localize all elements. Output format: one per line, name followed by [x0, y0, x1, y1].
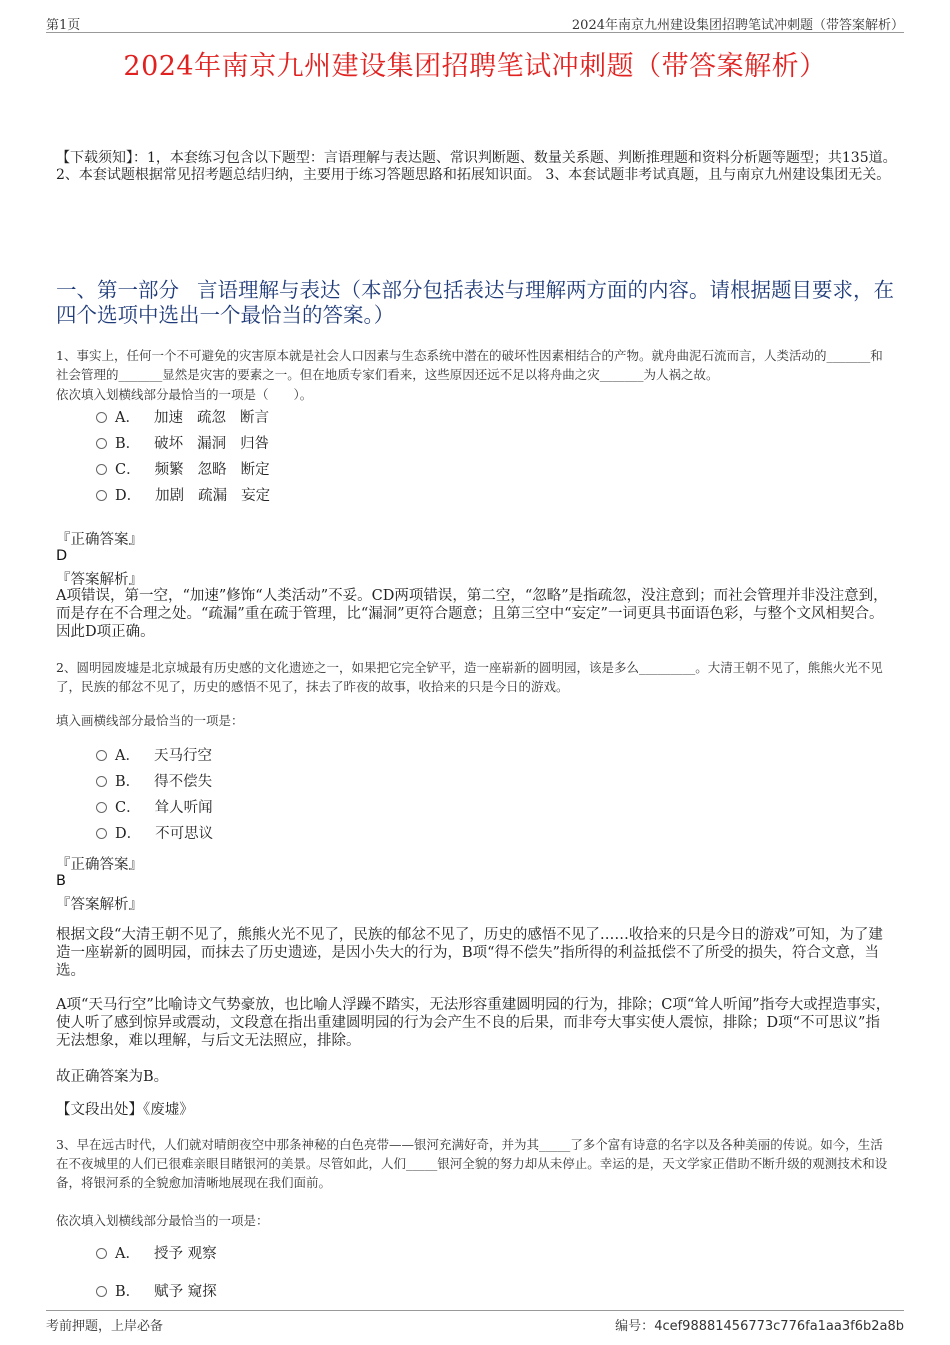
analysis-conclusion: 故正确答案为B。 — [56, 1069, 169, 1085]
section-description: 言语理解与表达（本部分包括表达与理解两方面的内容。请根据题目要求，在四个选项中选出一个最恰当的答案。） — [56, 278, 894, 327]
analysis-label: 『答案解析』 — [56, 572, 143, 588]
option-d[interactable]: D． 加剧 疏漏 妄定 — [96, 486, 284, 506]
option-b[interactable]: B． 赋予 窥探 — [96, 1282, 217, 1302]
option-b[interactable]: B． 得不偿失 — [96, 772, 212, 792]
option-a[interactable]: A． 授予 观察 — [96, 1244, 217, 1264]
analysis-paragraph-2: A项“天马行空”比喻诗文气势豪放，也比喻人浮躁不踏实，无法形容重建圆明园的行为，排除；C项“耸人听闻”指夸大或捏造事实，使人听了感到惊异或震动，文段意在指出重建圆明园的行为会产生不良的后果，而非夸大事实使人震惊，排除；D项“不可思议”指无法想象，难以理解，与后文无法照应，排除。 — [56, 997, 891, 1049]
text-source: 【文段出处】《废墟》 — [56, 1102, 194, 1118]
footer-slogan: 考前押题，上岸必备 — [46, 1319, 164, 1334]
question-2-prompt: 填入画横线部分最恰当的一项是： — [56, 713, 244, 728]
question-1-text: 1、事实上，任何一个不可避免的灾害原本就是社会人口因素与生态系统中潜在的破坏性因素相结合的产物。就舟曲泥石流而言，人类活动的_______和社会管理的_______显然是灾害的要素之一。但在地质专家们看来，这些原因还远不足以将舟曲之灾_______为人祸之故。 — [56, 348, 883, 382]
answer-value: B — [56, 873, 66, 889]
page-footer — [46, 1310, 904, 1335]
document-title: 2024年南京九州建设集团招聘笔试冲刺题（带答案解析） — [123, 51, 827, 82]
code-label: 编号： — [615, 1319, 655, 1334]
question-3-text: 3、早在远古时代，人们就对晴朗夜空中那条神秘的白色亮带——银河充满好奇，并为其_____了多个富有诗意的名字以及各种美丽的传说。如今，生活在不夜城里的人们已很难亲眼目睹银河的美景。尽管如此，人们_____银河全貌的努力却从未停止。幸运的是，天文学家正借助不断升级的观测技术和设备，将银河系的全貌愈加清晰地展现在我们面前。 — [56, 1137, 888, 1190]
section-heading — [56, 278, 898, 328]
page-header — [46, 12, 904, 33]
header-title: 2024年南京九州建设集团招聘笔试冲刺题（带答案解析） — [571, 18, 904, 33]
radio-icon[interactable] — [96, 828, 107, 839]
page-number: 第1页 — [46, 18, 81, 33]
analysis-paragraph-1: 根据文段“大清王朝不见了，熊熊火光不见了，民族的郁忿不见了，历史的感悟不见了……收拾来的只是今日的游戏”可知，为了建造一座崭新的圆明园，而抹去了历史遗迹，是因小失大的行为，B项“得不偿失”指所得的利益抵偿不了所受的损失，符合文意，当选。 — [56, 927, 883, 979]
radio-icon[interactable] — [96, 464, 107, 475]
radio-icon[interactable] — [96, 776, 107, 787]
code-value: 4cef98881456773c776fa1aa3f6b2a8b — [654, 1319, 904, 1334]
question-2-text: 2、圆明园废墟是北京城最有历史感的文化遗迹之一，如果把它完全铲平，造一座崭新的圆明园，该是多么_________。大清王朝不见了，熊熊火光不见了，民族的郁忿不见了，历史的感悟不见了，抹去了昨夜的故事，收拾来的只是今日的游戏。 — [56, 660, 883, 694]
analysis-text: A项错误，第一空，“加速”修饰“人类活动”不妥。CD两项错误，第二空，“忽略”是指疏忽，没注意到；而社会管理并非没注意到，而是存在不合理之处。“疏漏”重在疏于管理，比“漏洞”更符合题意；且第三空中“妄定”一词更具书面语色彩，与整个文风相契合。因此D项正确。 — [56, 588, 888, 640]
answer-value: D — [56, 548, 68, 564]
question-1-prompt: 依次填入划横线部分最恰当的一项是（ ）。 — [56, 387, 313, 402]
option-a[interactable]: A． 天马行空 — [96, 746, 212, 766]
radio-icon[interactable] — [96, 490, 107, 501]
option-d[interactable]: D． 不可思议 — [96, 824, 213, 844]
download-notice: 【下载须知】：1，本套练习包含以下题型：言语理解与表达题、常识判断题、数量关系题、判断推理题和资料分析题等题型；共135道。 2、本套试题根据常见招考题总结归纳，主要用于练习答题思路和拓展知识面。 3、本套试题非考试真题，且与南京九州建设集团无关。 — [56, 150, 897, 183]
answer-label: 『正确答案』 — [56, 857, 143, 873]
radio-icon[interactable] — [96, 1286, 107, 1297]
radio-icon[interactable] — [96, 438, 107, 449]
option-b[interactable]: B． 破坏 漏洞 归咎 — [96, 434, 283, 454]
option-a[interactable]: A． 加速 疏忽 断言 — [96, 408, 283, 428]
option-c[interactable]: C． 频繁 忽略 断定 — [96, 460, 284, 480]
section-part: 一、第一部分 — [56, 278, 179, 302]
analysis-label: 『答案解析』 — [56, 897, 143, 913]
footer-code — [615, 1315, 904, 1334]
radio-icon[interactable] — [96, 1248, 107, 1259]
radio-icon[interactable] — [96, 750, 107, 761]
question-3-prompt: 依次填入划横线部分最恰当的一项是： — [56, 1213, 269, 1228]
radio-icon[interactable] — [96, 412, 107, 423]
option-c[interactable]: C． 耸人听闻 — [96, 798, 213, 818]
radio-icon[interactable] — [96, 802, 107, 813]
answer-label: 『正确答案』 — [56, 532, 143, 548]
